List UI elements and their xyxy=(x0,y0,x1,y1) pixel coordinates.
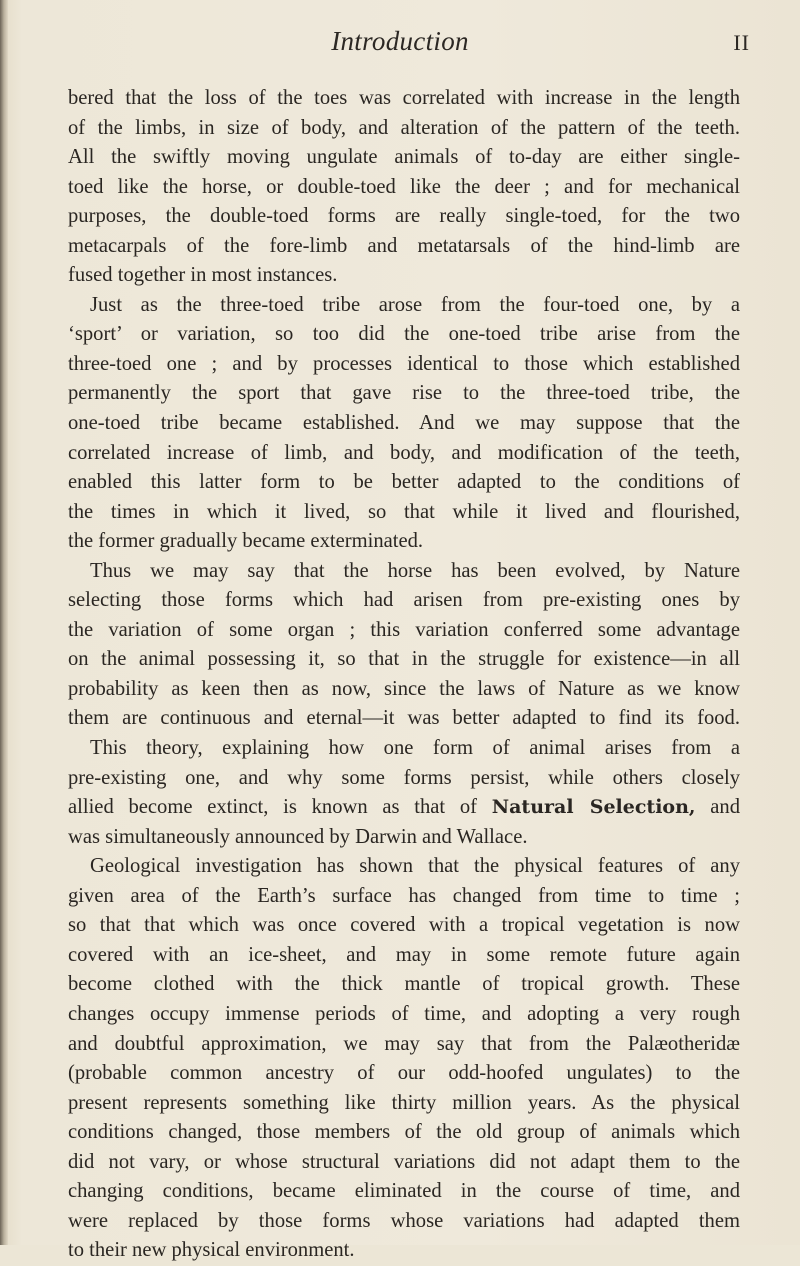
text-line: probability as keen then as now, since the laws of Nature as we know xyxy=(68,677,740,700)
text-line: one-toed tribe became established. And we may suppose that the xyxy=(68,412,740,435)
text-line: ‘sport’ or variation, so too did the one-toed tribe arise from the xyxy=(68,323,740,346)
text-line: fused together in most instances. xyxy=(68,264,338,287)
text-line: so that that which was once covered with a tropical vegetation is now xyxy=(68,914,740,937)
text-line: changing conditions, became eliminated in the course of time, and xyxy=(68,1180,740,1203)
text-line: permanently the sport that gave rise to the three-toed tribe, the xyxy=(68,382,740,405)
text-line: was simultaneously announced by Darwin and Wallace. xyxy=(68,825,528,848)
text-line: the variation of some organ ; this variation conferred some advantage xyxy=(68,618,740,641)
text-line: Just as the three-toed tribe arose from the four-toed one, by a xyxy=(90,293,740,316)
page-binding-edge xyxy=(0,0,8,1245)
text-line: were replaced by those forms whose variations had adapted them xyxy=(68,1209,740,1232)
text-line: present represents something like thirty million years. As the physical xyxy=(68,1091,740,1114)
text-line: Geological investigation has shown that the physical features of any xyxy=(90,855,740,878)
text-line: pre-existing one, and why some forms persist, while others closely xyxy=(68,766,740,789)
text-line: bered that the loss of the toes was correlated with increase in the length xyxy=(68,87,740,109)
text-line: of the limbs, in size of body, and alteration of the pattern of the teeth. xyxy=(68,116,740,139)
text-line xyxy=(68,793,740,823)
page-header xyxy=(0,22,800,66)
text-segment: and xyxy=(695,796,740,819)
page-number: II xyxy=(733,30,750,55)
text-line: toed like the horse, or double-toed like the deer ; and for mechanical xyxy=(68,175,740,198)
text-line: This theory, explaining how one form of animal arises from a xyxy=(90,737,740,760)
bold-term: Natural Selection, xyxy=(491,796,696,819)
text-line: three-toed one ; and by processes identical to those which established xyxy=(68,352,740,375)
text-line: enabled this latter form to be better adapted to the conditions of xyxy=(68,471,740,494)
text-segment: allied become extinct, is known as that of xyxy=(68,796,492,819)
text-line: them are continuous and eternal—it was better adapted to find its food. xyxy=(68,707,740,730)
text-line: to their new physical environment. xyxy=(68,1239,355,1262)
text-line: the former gradually became exterminated. xyxy=(68,530,424,553)
body-text xyxy=(68,84,740,1266)
text-line: become clothed with the thick mantle of tropical growth. These xyxy=(68,973,740,996)
text-line: on the animal possessing it, so that in the struggle for existence—in all xyxy=(68,648,740,671)
text-line: selecting those forms which had arisen from pre-existing ones by xyxy=(68,589,740,612)
text-line: Thus we may say that the horse has been evolved, by Nature xyxy=(90,559,740,582)
text-line: and doubtful approximation, we may say that from the Palæotheridæ xyxy=(68,1032,740,1055)
text-line: given area of the Earth’s surface has changed from time to time ; xyxy=(68,884,740,907)
text-line: purposes, the double-toed forms are really single-toed, for the two xyxy=(68,205,740,228)
text-line: covered with an ice-sheet, and may in some remote future again xyxy=(68,943,740,966)
text-line: conditions changed, those members of the old group of animals which xyxy=(68,1121,740,1144)
running-title: Introduction xyxy=(331,26,469,56)
text-line: metacarpals of the fore-limb and metatarsals of the hind-limb are xyxy=(68,234,740,257)
text-line: (probable common ancestry of our odd-hoofed ungulates) to the xyxy=(68,1062,740,1085)
text-line: the times in which it lived, so that while it lived and flourished, xyxy=(68,500,740,523)
text-line: correlated increase of limb, and body, and modification of the teeth, xyxy=(68,441,740,464)
text-line: changes occupy immense periods of time, and adopting a very rough xyxy=(68,1002,740,1025)
text-line: did not vary, or whose structural variations did not adapt them to the xyxy=(68,1150,740,1173)
text-line: All the swiftly moving ungulate animals of to-day are either single- xyxy=(68,146,740,169)
